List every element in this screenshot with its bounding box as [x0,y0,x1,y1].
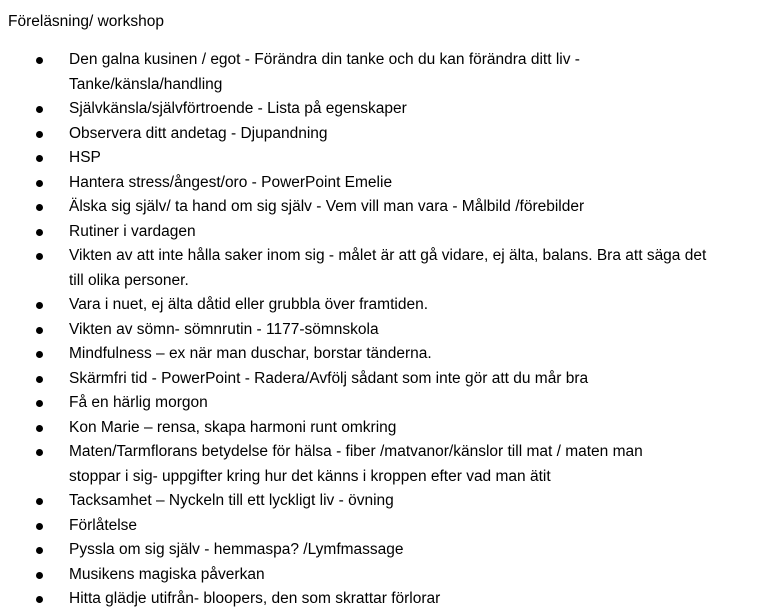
list-item [0,563,764,588]
bullet-icon [36,351,43,358]
list-item-text: Mindfulness – ex när man duschar, borstar tänderna. [69,345,432,362]
bullet-icon [36,400,43,407]
list-item-text: Maten/Tarmflorans betydelse för hälsa - fiber /matvanor/känslor till mat / maten man stoppar i sig- uppgifter kring hur det känns i kroppen efter vad man ätit [69,443,643,485]
bullet-icon [36,596,43,603]
list-item [0,440,764,489]
list-item-text: Tacksamhet – Nyckeln till ett lyckligt liv - övning [69,492,394,509]
bullet-icon [36,253,43,260]
bullet-list [0,48,764,612]
list-item [0,514,764,539]
list-item [0,146,764,171]
list-item [0,220,764,245]
list-item [0,367,764,392]
bullet-icon [36,229,43,236]
list-item [0,489,764,514]
list-item-text: Skärmfri tid - PowerPoint - Radera/Avfölj sådant som inte gör att du mår bra [69,369,589,387]
bullet-icon [36,57,43,64]
list-item-text: Vikten av att inte hålla saker inom sig - målet är att gå vidare, ej älta, balans. Bra att säga det till olika personer. [69,247,707,289]
bullet-icon [36,327,43,334]
bullet-icon [36,302,43,309]
list-item-text: HSP [69,149,101,166]
list-item-text: Förlåtelse [69,516,138,534]
list-item-text: Få en härlig morgon [69,394,208,411]
list-item [0,538,764,563]
bullet-icon [36,425,43,432]
bullet-icon [36,204,43,211]
bullet-icon [36,131,43,138]
list-item [0,244,764,293]
bullet-icon [36,572,43,579]
list-item-text: Musikens magiska påverkan [69,565,265,583]
bullet-icon [36,376,43,383]
list-item-text: Hitta glädje utifrån- bloopers, den som skrattar förlorar [69,590,441,607]
document-title: Föreläsning/ workshop [8,13,164,30]
list-item [0,195,764,220]
list-item-text: Vikten av sömn- sömnrutin - 1177-sömnskola [69,320,379,338]
list-item-text: Kon Marie – rensa, skapa harmoni runt omkring [69,418,397,436]
bullet-icon [36,449,43,456]
list-item [0,416,764,441]
list-item [0,122,764,147]
list-item [0,391,764,416]
list-item [0,97,764,122]
list-item-text: Hantera stress/ångest/oro - PowerPoint Emelie [69,173,393,191]
list-item [0,293,764,318]
list-item [0,342,764,367]
list-item-text: Vara i nuet, ej älta dåtid eller grubbla över framtiden. [69,296,428,313]
list-item-text: Pyssla om sig själv - hemmaspa? /Lymfmassage [69,541,404,558]
list-item-text: Den galna kusinen / egot - Förändra din tanke och du kan förändra ditt liv - Tanke/känsla/handling [69,51,580,93]
bullet-icon [36,547,43,554]
list-item-text: Observera ditt andetag - Djupandning [69,124,328,142]
bullet-icon [36,498,43,505]
list-item-text: Rutiner i vardagen [69,222,196,240]
list-item [0,587,764,612]
list-item [0,48,764,97]
list-item-text: Självkänsla/självförtroende - Lista på egenskaper [69,100,407,117]
list-item-text: Älska sig själv/ ta hand om sig själv - Vem vill man vara - Målbild /förebilder [69,198,585,215]
bullet-icon [36,155,43,162]
bullet-icon [36,106,43,113]
bullet-icon [36,180,43,187]
list-item [0,318,764,343]
bullet-icon [36,523,43,530]
list-item [0,171,764,196]
